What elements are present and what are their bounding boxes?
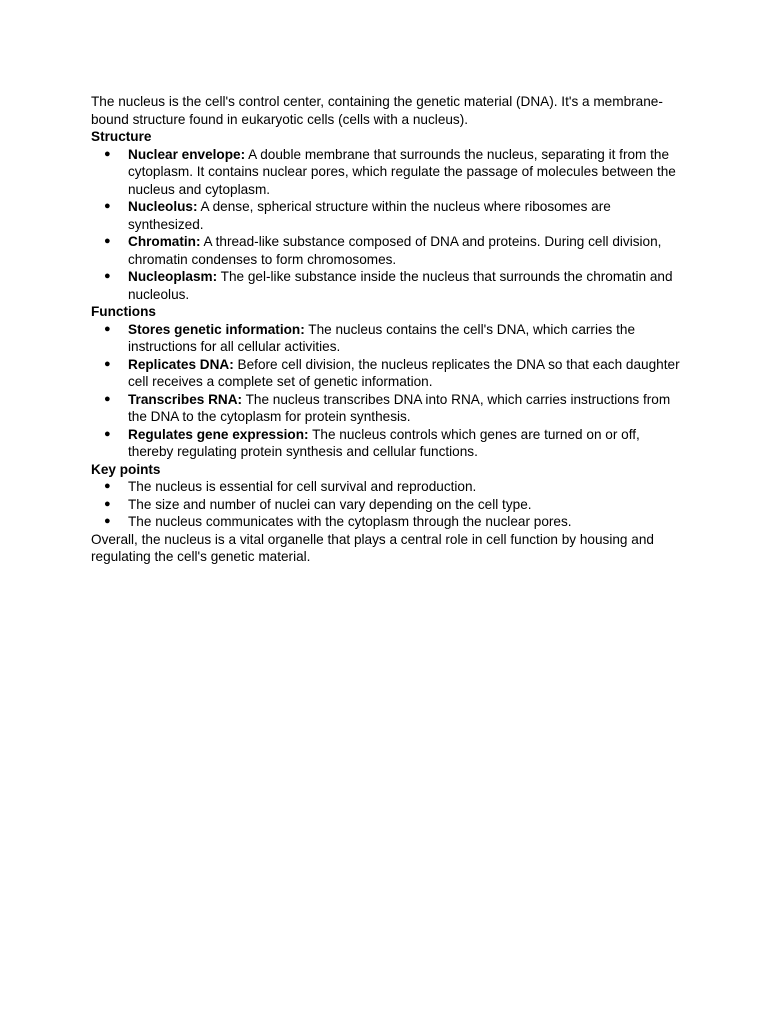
bullet-icon: ●: [104, 322, 111, 335]
term-description: Before cell division, the nucleus replicates the DNA so that each daughter cell receives a complete set of genetic information.: [128, 356, 680, 389]
term-label: Nucleoplasm:: [128, 269, 218, 284]
list-item: [104, 478, 681, 496]
bullet-icon: ●: [104, 392, 111, 405]
list-item: [104, 426, 681, 461]
key-point-text: The size and number of nuclei can vary depending on the cell type.: [128, 496, 532, 512]
term-label: Stores genetic information:: [128, 321, 305, 337]
term-description: The nucleus transcribes DNA into RNA, which carries instructions from the DNA to the cytoplasm for protein synthesis.: [128, 391, 671, 424]
term-label: Nuclear envelope:: [128, 146, 246, 162]
list-item: [104, 233, 681, 268]
term-description: A double membrane that surrounds the nucleus, separating it from the cytoplasm. It contains nuclear pores, which regulate the passage of molecules between the nucleus and cytoplasm.: [128, 146, 676, 197]
term-label: Replicates DNA:: [128, 356, 234, 372]
bullet-icon: ●: [104, 235, 111, 247]
structure-list: [91, 146, 681, 304]
term-label: Nucleolus:: [128, 199, 198, 214]
bullet-icon: ●: [104, 200, 111, 212]
key-points-list: [91, 478, 681, 531]
bullet-icon: ●: [104, 357, 111, 370]
list-item: [104, 146, 681, 199]
list-item: [104, 391, 681, 426]
document-page: [91, 93, 681, 566]
term-label: Transcribes RNA:: [128, 391, 243, 407]
term-description: The gel-like substance inside the nucleus that surrounds the chromatin and nucleolus.: [128, 269, 673, 302]
list-item: [104, 496, 681, 514]
structure-heading: Structure: [91, 129, 152, 144]
list-item: [104, 198, 681, 233]
intro-paragraph: The nucleus is the cell's control center, containing the genetic material (DNA). It's a membrane-bound structure found in eukaryotic cells (cells with a nucleus).: [91, 94, 663, 127]
list-item: [104, 321, 681, 356]
term-description: The nucleus controls which genes are turned on or off, thereby regulating protein synthesis and cellular functions.: [128, 426, 640, 459]
list-item: [104, 268, 681, 303]
key-points-heading: Key points: [91, 461, 161, 477]
functions-list: [91, 321, 681, 461]
term-description: A thread-like substance composed of DNA and proteins. During cell division, chromatin condenses to form chromosomes.: [128, 234, 662, 267]
bullet-icon: ●: [104, 515, 111, 527]
bullet-icon: ●: [104, 480, 111, 492]
key-point-text: The nucleus is essential for cell survival and reproduction.: [128, 479, 477, 494]
term-description: The nucleus contains the cell's DNA, which carries the instructions for all cellular activities.: [128, 321, 636, 354]
conclusion-paragraph: Overall, the nucleus is a vital organelle that plays a central role in cell function by housing and regulating the cell's genetic material.: [91, 531, 654, 564]
bullet-icon: ●: [104, 497, 111, 510]
functions-heading: Functions: [91, 304, 156, 319]
list-item: [104, 513, 681, 531]
bullet-icon: ●: [104, 147, 111, 160]
bullet-icon: ●: [104, 270, 111, 282]
key-point-text: The nucleus communicates with the cytoplasm through the nuclear pores.: [128, 514, 572, 529]
term-description: A dense, spherical structure within the nucleus where ribosomes are synthesized.: [128, 199, 611, 232]
term-label: Regulates gene expression:: [128, 426, 309, 442]
list-item: [104, 356, 681, 391]
bullet-icon: ●: [104, 427, 111, 440]
term-label: Chromatin:: [128, 234, 201, 249]
